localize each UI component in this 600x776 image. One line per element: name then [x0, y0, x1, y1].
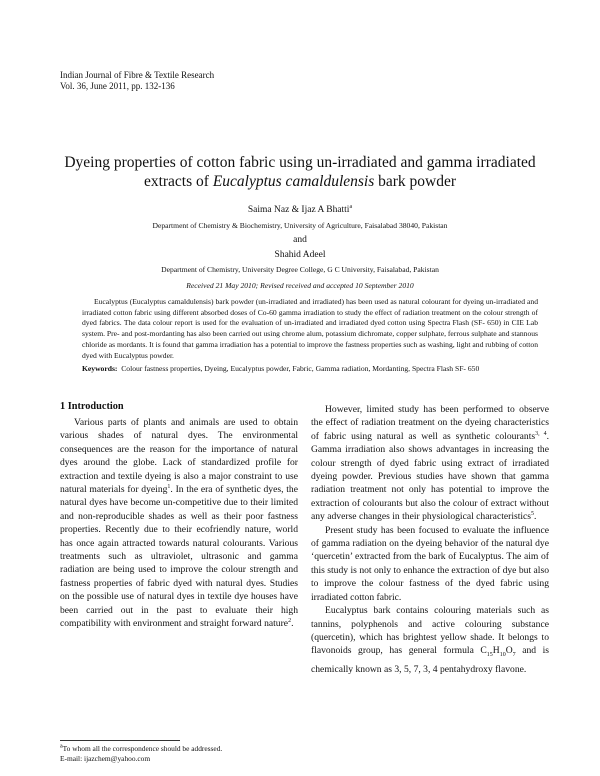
- journal-name: Indian Journal of Fibre & Textile Research: [60, 70, 215, 80]
- affiliation-second: Department of Chemistry, University Degree College, G C University, Faisalabad, Pakistan: [161, 265, 439, 274]
- journal-header: [60, 70, 214, 92]
- right-paragraph-2: Present study has been focused to evaluate the influence of gamma radiation on the dyeing behavior of the natural dye ‘quercetin’ extracted from the bark of Eucalyptus. The aim of this study is not only to enhance the extraction of dye but also to improve the colour fastness of the dyed fabric using irradiated cotton fabric.: [311, 524, 549, 603]
- paper-title: [40, 153, 560, 191]
- author-second: Shahid Adeel: [274, 250, 326, 260]
- footnote-correspondence: $^a$To whom all the correspondence should be addressed.: [60, 743, 223, 753]
- section-heading-introduction: 1 Introduction: [60, 401, 124, 412]
- left-column: [60, 416, 298, 631]
- author-and: and: [293, 235, 307, 245]
- keywords-label: Keywords:: [82, 364, 118, 373]
- affiliation-first: Department of Chemistry & Biochemistry, University of Agriculture, Faisalabad 38040, Pakistan: [152, 221, 448, 230]
- author-first: Saima Naz & Ijaz A Bhatti$^a$: [247, 203, 353, 215]
- received-dates: Received 21 May 2010; Revised received and accepted 10 September 2010: [186, 281, 414, 290]
- footnote-divider: [60, 740, 180, 741]
- footnote-email: E-mail: ijazchem@yahoo.com: [60, 754, 151, 763]
- right-column: [311, 403, 549, 676]
- abstract: Eucalyptus (Eucalyptus camaldulensis) bark powder (un-irradiated and irradiated) has been used as natural colourant for dyeing un-irradiated and irradiated cotton fabric using different absorbed doses of Co-60 gamma irradiation to study the effect of radiation treatment on the colour strength of dyed fabrics. The data colour report is used for the evaluation of un-irradiated and irradiated dyed cotton using Spectra Flash (SF- 650) in CIE Lab system. Pre- and post-mordanting has also been carried out using chrome alum, potassium dichromate, copper sulphate, ferrous sulphate and stannous chloride as mordants. It is found that gamma irradiation has a potential to improve the fastness properties such as washing, light and rubbing of cotton dyed with Eucalyptus powder.: [82, 297, 538, 360]
- right-paragraph-3: Eucalyptus bark contains colouring materials such as tannins, polyphenols and active colouring substance (quercetin), which has brightest yellow shade. It belongs to flavonoids group, has general formula $C_{15}H_{10}O_7$ and is chemically known as 3, 5, 7, 3, 4 pentahydroxy flavone.: [311, 605, 549, 675]
- journal-volume: Vol. 36, June 2011, pp. 132-136: [60, 81, 175, 91]
- keywords: [82, 364, 538, 375]
- title-line-2: extracts of Eucalyptus camaldulensis bark powder: [143, 173, 457, 190]
- right-paragraph-1: However, limited study has been performed to observe the effect of radiation treatment on the dyeing characteristics of fabric using natural as well as synthetic colourants$^{3, 4}$. Gamma irradiation also shows advantages in increasing the colour strength of dyed fabric using extract of irradiated dyeing powder. Previous studies have shown that gamma radiation treatment not only has potential to improve the extraction of colourants but also the colour of extract without any adverse changes in their physiological characteristics$^5$.: [311, 404, 550, 523]
- species-name: Eucalyptus camaldulensis: [212, 173, 375, 190]
- keywords-text: Colour fastness properties, Dyeing, Eucalyptus powder, Fabric, Gamma radiation, Mordanting, Spectra Flash SF- 650: [121, 364, 480, 373]
- intro-paragraph-1: Various parts of plants and animals are used to obtain various shades of natural dyes. The environmental consequences are the reason for the importance of natural dyes around the globe. Lack of standardized profile for extraction and textile dyeing is also a major constraint to use natural materials for dyeing$^1$. In the era of synthetic dyes, the natural dyes have become un-competitive due to their limited and non-reproducible shades as well as their poor fastness properties. Recently due to their ecofriendly nature, world has once again attracted towards natural colourants. Various treatments such as ultraviolet, ultrasonic and gamma radiation are being used to improve the colour strength and fastness properties of fabric dyed with natural dyes. Studies on the possible use of natural dyes in textile dye houses have been carried out in the past to evaluate their high compatibility with environment and straight forward nature$^2$.: [60, 417, 298, 630]
- title-line-1: Dyeing properties of cotton fabric using un-irradiated and gamma irradiated: [64, 154, 536, 171]
